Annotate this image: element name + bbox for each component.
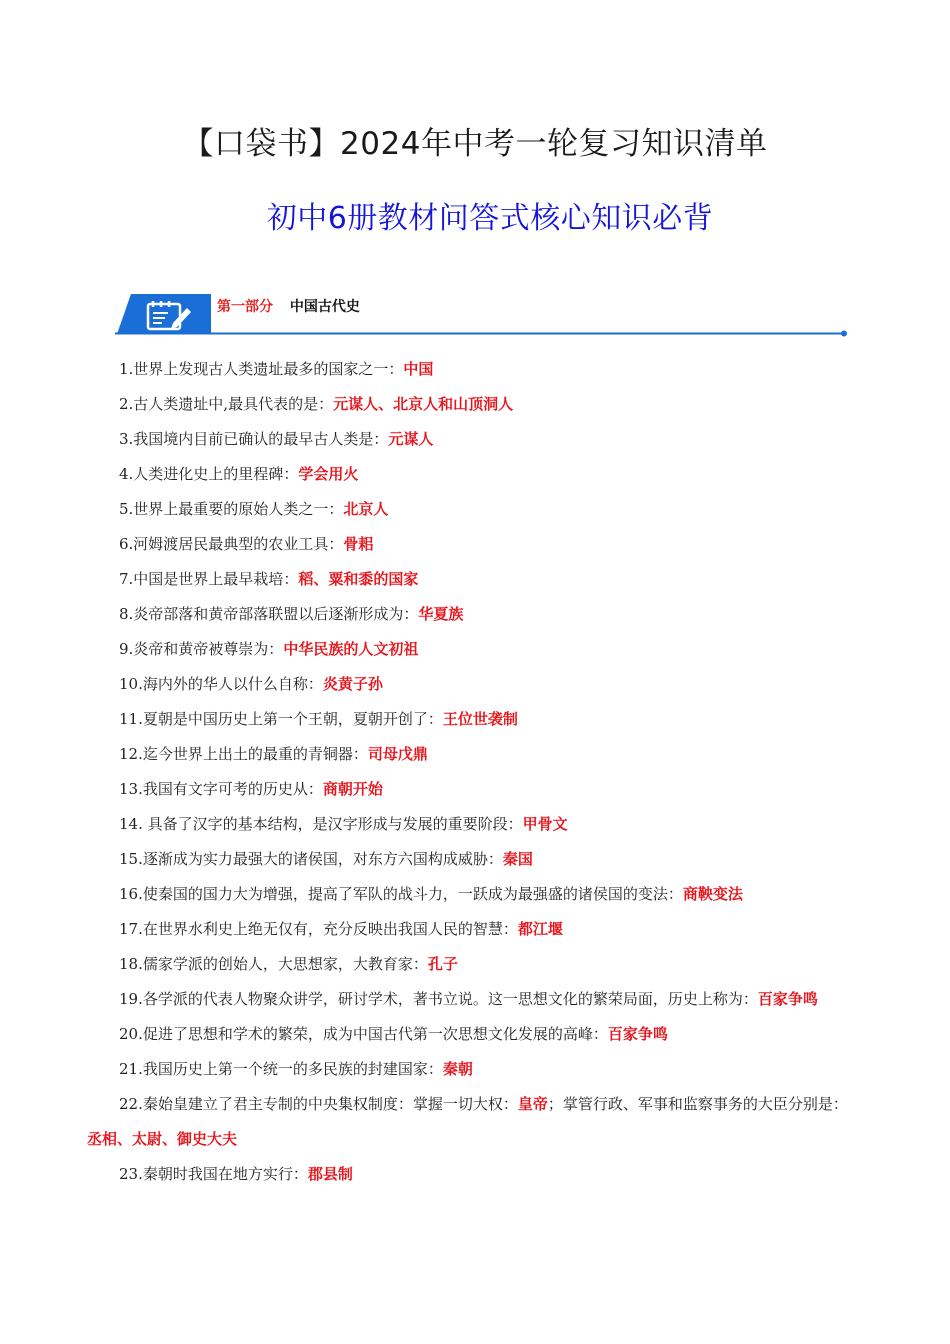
list-item [87,352,852,387]
list-item [87,597,852,632]
list-item [87,1157,852,1192]
section-part: 第一部分 [217,299,273,315]
question-text: 22.秦始皇建立了君主专制的中央集权制度：掌握一切大权： [119,1095,518,1113]
question-text: 3.我国境内目前已确认的最早古人类是： [119,430,389,448]
answer-text: 司母戊鼎 [367,745,428,763]
answer-text: 稻、粟和黍的国家 [298,570,419,588]
question-text: 15.逐渐成为实力最强大的诸侯国，对东方六国构成威胁： [119,850,503,868]
answer-text: 元谋人 [388,430,434,448]
list-item [87,772,852,807]
answer-text-continued: 丞相、太尉、御史大夫 [87,1130,238,1148]
answer-text: 北京人 [343,500,389,518]
answer-text: 秦国 [502,850,533,868]
question-text-continued: ；掌管行政、军事和监察事务的大臣分别是： [547,1095,848,1113]
list-item [87,527,852,562]
section-header [115,288,850,343]
answer-text: 学会用火 [298,465,359,483]
list-item [87,667,852,702]
question-list [87,352,852,1192]
answer-text: 孔子 [427,955,458,973]
answer-text: 甲骨文 [522,815,568,833]
question-text: 12.迄今世界上出土的最重的青铜器： [119,745,368,763]
question-text: 14. 具备了汉字的基本结构，是汉字形成与发展的重要阶段： [119,815,523,833]
list-item [87,947,852,982]
question-text: 19.各学派的代表人物聚众讲学，研讨学术，著书立说。这一思想文化的繁荣局面，历史上称为： [119,990,758,1008]
answer-text: 郡县制 [307,1165,353,1183]
question-text: 11.夏朝是中国历史上第一个王朝，夏朝开创了： [119,710,443,728]
question-text: 9.炎帝和黄帝被尊崇为： [119,640,284,658]
question-text: 13.我国有文字可考的历史从： [119,780,323,798]
question-text: 7.中国是世界上最早栽培： [119,570,299,588]
list-item [87,632,852,667]
question-text: 5.世界上最重要的原始人类之一： [119,500,344,518]
list-item [87,1017,852,1052]
question-text: 20.促进了思想和学术的繁荣，成为中国古代第一次思想文化发展的高峰： [119,1025,608,1043]
section-label [217,296,360,316]
question-text: 18.儒家学派的创始人，大思想家，大教育家： [119,955,428,973]
page-title: 【口袋书】2024年中考一轮复习知识清单 [182,126,768,162]
list-item [87,807,852,842]
list-item [87,457,852,492]
list-item [87,492,852,527]
answer-text: 中华民族的人文初祖 [283,640,419,658]
list-item [87,1052,852,1087]
list-item [87,702,852,737]
answer-text: 中国 [403,360,434,378]
list-item [87,1087,852,1157]
question-text: 10.海内外的华人以什么自称： [119,675,323,693]
answer-text: 炎黄子孙 [322,675,383,693]
list-item [87,842,852,877]
answer-text: 百家争鸣 [757,990,818,1008]
question-text: 17.在世界水利史上绝无仅有，充分反映出我国人民的智慧： [119,920,518,938]
question-text: 6.河姆渡居民最典型的农业工具： [119,535,344,553]
answer-text: 秦朝 [442,1060,473,1078]
answer-text: 元谋人、北京人和山顶洞人 [333,395,514,413]
answer-text: 华夏族 [418,605,464,623]
answer-text: 商朝开始 [322,780,383,798]
list-item [87,877,852,912]
answer-text: 皇帝 [517,1095,548,1113]
answer-text: 商鞅变法 [682,885,743,903]
question-text: 21.我国历史上第一个统一的多民族的封建国家： [119,1060,443,1078]
question-text: 1.世界上发现古人类遗址最多的国家之一： [119,360,404,378]
section-name: 中国古代史 [289,299,360,315]
question-text: 2.古人类遗址中,最具代表的是： [119,395,334,413]
page-subtitle: 初中6册教材问答式核心知识必背 [266,201,714,236]
answer-text: 百家争鸣 [607,1025,668,1043]
list-item [87,422,852,457]
list-item [87,912,852,947]
question-text: 8.炎帝部落和黄帝部落联盟以后逐渐形成为： [119,605,419,623]
list-item [87,562,852,597]
answer-text: 王位世袭制 [442,710,518,728]
list-item [87,737,852,772]
question-text: 23.秦朝时我国在地方实行： [119,1165,308,1183]
answer-text: 都江堰 [517,920,563,938]
question-text: 16.使秦国的国力大为增强，提高了军队的战斗力，一跃成为最强盛的诸侯国的变法： [119,885,683,903]
question-text: 4.人类进化史上的里程碑： [119,465,299,483]
answer-text: 骨耜 [343,535,374,553]
list-item [87,387,852,422]
list-item [87,982,852,1017]
